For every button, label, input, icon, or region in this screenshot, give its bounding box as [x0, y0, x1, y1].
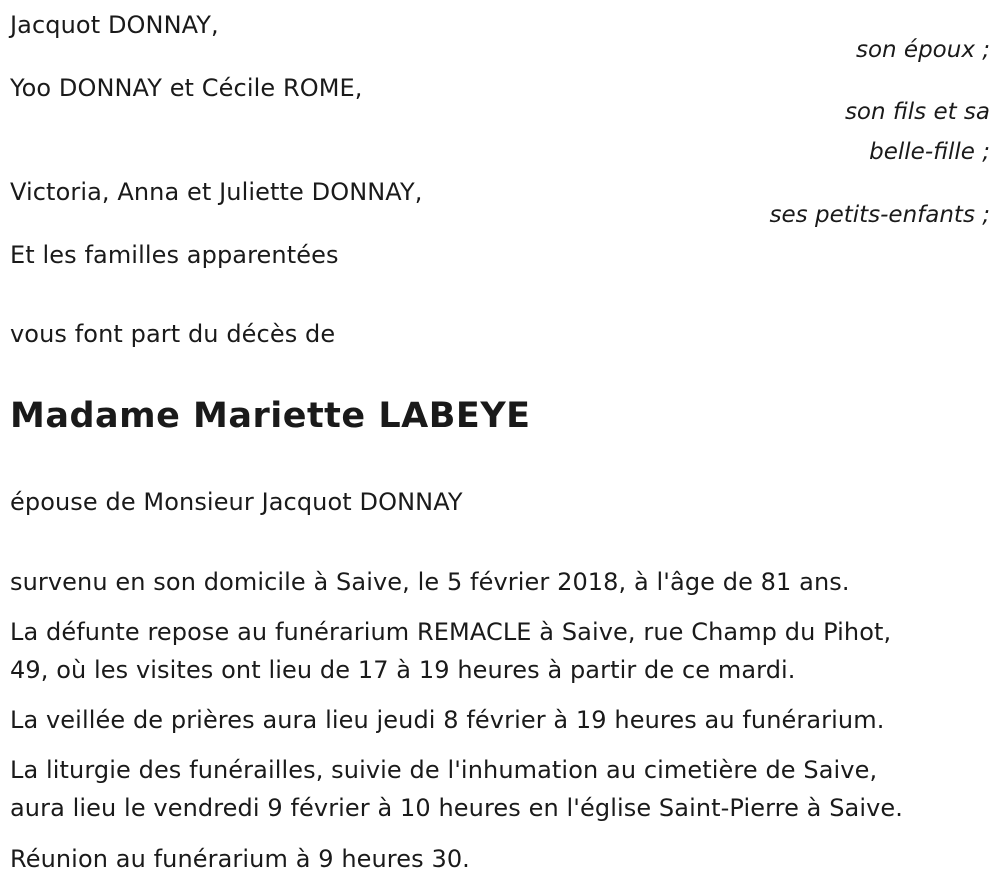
spouse-name: Jacquot DONNAY,	[10, 11, 219, 39]
grandchildren-names: Victoria, Anna et Juliette DONNAY,	[10, 178, 423, 206]
meeting-details: Réunion au funérarium à 9 heures 30.	[10, 845, 470, 873]
repose-line-2: 49, où les visites ont lieu de 17 à 19 heures à partir de ce mardi.	[10, 656, 796, 684]
son-relation-line1: son fils et sa	[844, 99, 990, 125]
spouse-relation: son époux ;	[855, 37, 990, 63]
spouse-of: épouse de Monsieur Jacquot DONNAY	[10, 488, 463, 516]
deceased-name: Madame Mariette LABEYE	[10, 396, 531, 436]
grandchildren-relation: ses petits-enfants ;	[769, 202, 990, 228]
repose-line-1: La défunte repose au funérarium REMACLE à Saive, rue Champ du Pihot,	[10, 618, 892, 646]
announcement-intro: vous font part du décès de	[10, 320, 336, 348]
son-relation-line2: belle-fille ;	[869, 139, 990, 165]
related-families: Et les familles apparentées	[10, 241, 339, 269]
liturgy-line-1: La liturgie des funérailles, suivie de l'inhumation au cimetière de Saive,	[10, 756, 878, 784]
son-names: Yoo DONNAY et Cécile ROME,	[10, 74, 363, 102]
death-details: survenu en son domicile à Saive, le 5 février 2018, à l'âge de 81 ans.	[10, 568, 850, 596]
liturgy-line-2: aura lieu le vendredi 9 février à 10 heures en l'église Saint-Pierre à Saive.	[10, 794, 904, 822]
vigil-details: La veillée de prières aura lieu jeudi 8 février à 19 heures au funérarium.	[10, 706, 885, 734]
